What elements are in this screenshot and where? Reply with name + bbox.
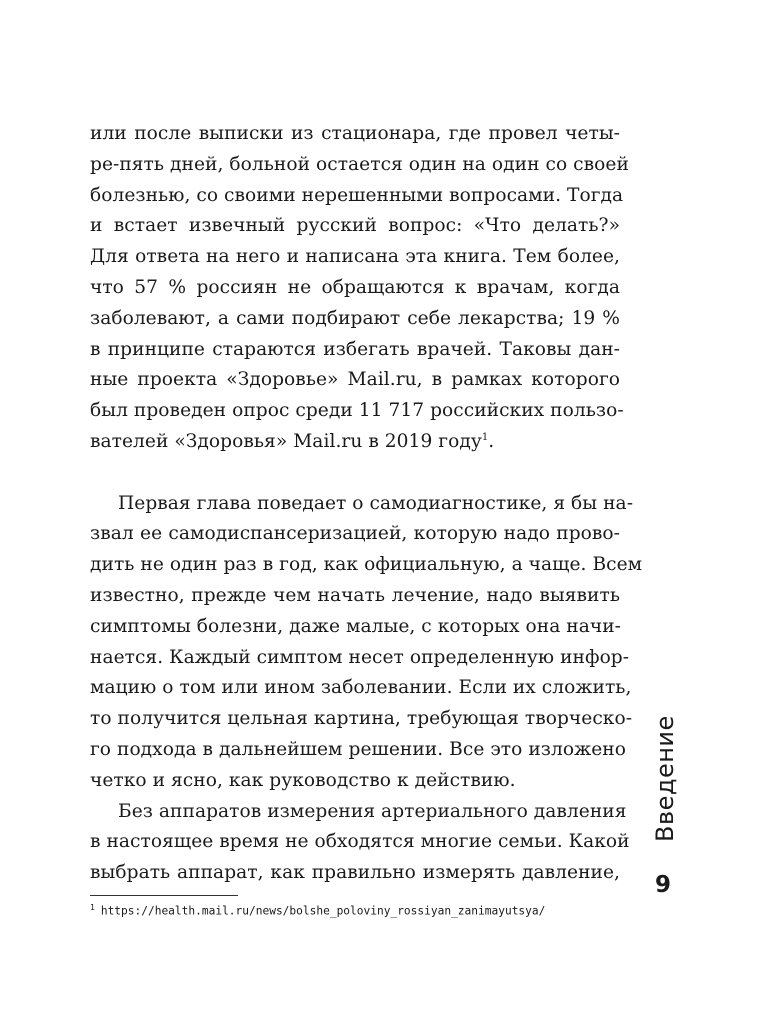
text-line: го подхода в дальнейшем решении. Все это изложено — [90, 738, 626, 760]
chapter-sidebar-title: Введение — [651, 715, 679, 842]
text-line: что 57 % россиян не обращаются к врачам, когда — [90, 276, 620, 298]
text-line: Без аппаратов измерения артериального давления — [118, 800, 627, 822]
text-line-content: вателей «Здоровья» Mail.ru в 2019 году — [90, 430, 482, 452]
paragraph-gap — [90, 458, 620, 489]
text-line: Для ответа на него и написана эта книга. Тем более, — [90, 246, 620, 268]
text-line: или после выписки из стационара, где провел четы- — [90, 123, 620, 144]
text-line: болезнью, со своими нерешенными вопросами. Тогда — [90, 184, 624, 206]
text-line: мацию о том или ином заболевании. Если их сложить, — [90, 677, 632, 699]
text-line-with-footnote — [90, 427, 620, 458]
footnote-reference: 1 — [481, 431, 489, 443]
footnote — [90, 903, 545, 918]
body-text — [90, 119, 643, 889]
text-line: звал ее самодиспансеризацией, которую надо прово- — [90, 523, 620, 545]
footnote-number: 1 — [90, 903, 95, 912]
text-line: выбрать аппарат, как правильно измерять давление, — [90, 862, 620, 884]
text-line: то получится цельная картина, требующая творческо- — [90, 708, 633, 730]
text-line: нается. Каждый симптом несет определенную инфор- — [90, 646, 630, 668]
text-line: в принципе стараются избегать врачей. Таковы дан- — [90, 338, 620, 360]
footnote-divider — [90, 895, 238, 896]
text-line: известно, прежде чем начать лечение, надо выявить — [90, 584, 620, 606]
page-number: 9 — [655, 872, 672, 898]
text-line: симптомы болезни, даже малые, с которых она начи- — [90, 615, 622, 637]
text-line: заболевают, а сами подбирают себе лекарства; 19 % — [90, 307, 620, 329]
text-line: и встает извечный русский вопрос: «Что делать?» — [90, 215, 620, 237]
text-line: дить не один раз в год, как официальную, а чаще. Всем — [90, 554, 643, 576]
text-line: четко и ясно, как руководство к действию. — [90, 769, 516, 791]
text-line: в настоящее время не обходятся многие семьи. Какой — [90, 831, 630, 853]
text-line: ре-пять дней, больной остается один на один со своей — [90, 153, 629, 175]
footnote-link[interactable]: https://health.mail.ru/news/bolshe_poloviny_rossiyan_zanimayutsya/ — [100, 904, 546, 918]
text-line: Первая глава поведает о самодиагностике, я бы на- — [118, 492, 634, 514]
text-line: ные проекта «Здоровье» Mail.ru, в рамках которого — [90, 369, 620, 391]
text-line: был проведен опрос среди 11 717 российских пользо- — [90, 400, 624, 422]
sentence-end: . — [488, 430, 495, 452]
